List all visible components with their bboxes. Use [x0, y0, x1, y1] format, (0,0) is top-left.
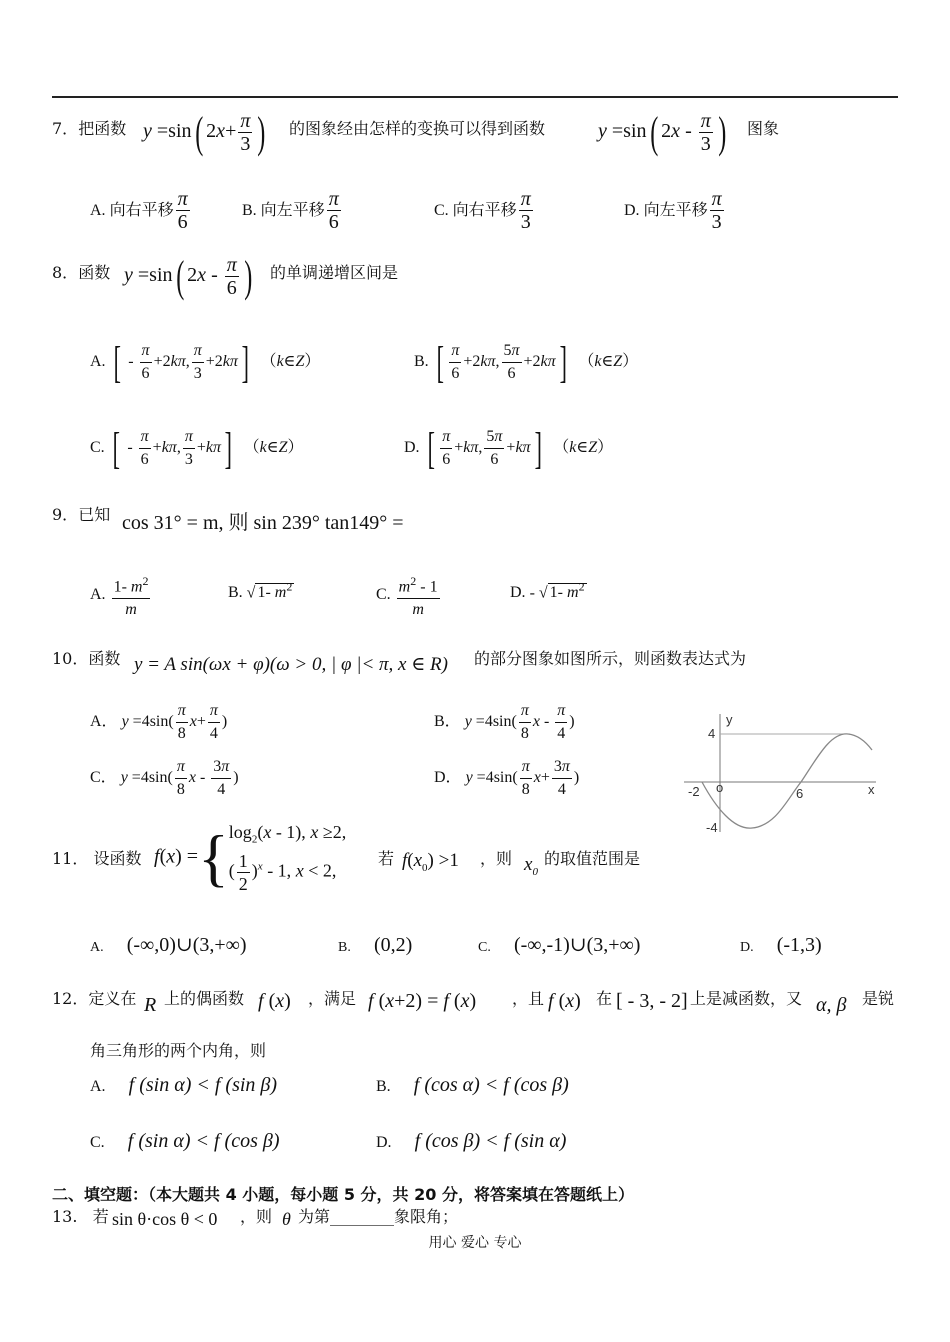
option-label: C.: [478, 940, 491, 955]
option-label: D.: [740, 940, 754, 955]
top-rule: [52, 96, 898, 98]
option-label: C.: [90, 1134, 105, 1151]
frac-num: π: [520, 188, 531, 210]
label-xneg2: -2: [688, 784, 700, 799]
q8-post: 的单调递增区间是: [270, 263, 399, 282]
q11-cond: $f(x_0) >1$: [402, 850, 459, 874]
q11-option-a[interactable]: [90, 934, 247, 959]
option-label: A.: [90, 1078, 106, 1095]
q11-pre: 设函数: [93, 849, 142, 868]
q12-option-b[interactable]: [376, 1074, 569, 1098]
q13-mid: ，则: [240, 1207, 273, 1226]
q12-text-c: ，满足: [308, 989, 357, 1008]
q8-number: 8．: [52, 263, 79, 282]
option-expr: (-1,3): [776, 934, 822, 956]
q13-pre: 若: [92, 1207, 109, 1226]
question-13: [52, 1206, 109, 1228]
q10-post: 的部分图象如图所示，则函数表达式为: [474, 649, 747, 668]
q7-pre: 把函数: [78, 119, 127, 138]
q7-expr-2: y =sin( 2x - $\frac{\pi}{3}$ ): [598, 107, 727, 157]
q12-option-a[interactable]: [90, 1074, 277, 1098]
option-expr: (0,2): [373, 934, 413, 956]
option-label: D.: [624, 202, 640, 219]
option-text: 向右平移: [109, 200, 174, 219]
q7-expr-1: y =sin( 2x+ $\frac{\pi}{3}$ ): [143, 107, 266, 157]
q9-option-d[interactable]: D. - √ 1- $m^2$: [510, 580, 585, 602]
frac-num: π: [711, 188, 722, 210]
q12-option-c[interactable]: [90, 1130, 279, 1154]
option-label: A.: [90, 202, 106, 219]
q12-text-b: 上的偶函数: [164, 989, 245, 1008]
question-9: [52, 504, 110, 526]
sine-graph: [680, 708, 880, 838]
frac-den: 3: [711, 211, 722, 233]
q12-fx2: f (x): [548, 990, 581, 1012]
q12-text-f: 上是减函数，又: [690, 989, 803, 1008]
option-expr: (-∞,-1)∪(3,+∞): [513, 934, 641, 956]
q12-eq: f (x+2) = f (x): [368, 990, 477, 1012]
q11-x0: $x_0$: [524, 854, 538, 878]
q12-text-d: ，且: [512, 989, 545, 1008]
option-label: B.: [338, 940, 351, 955]
q13-expr: sin θ·cos θ < 0: [112, 1209, 218, 1229]
q13-theta: θ: [282, 1209, 291, 1229]
q12-number: 12．: [52, 989, 89, 1008]
q11-post: 的取值范围是: [544, 849, 641, 868]
q8-option-b[interactable]: B. [ $\frac{\pi}{6}$ +2kπ, $\frac{5\pi}{6}$ +2kπ] （k∈Z）: [414, 337, 639, 387]
question-12: [52, 988, 136, 1010]
frac-den: 6: [177, 211, 188, 233]
option-label: A.: [90, 940, 104, 955]
option-label: D.: [376, 1134, 392, 1151]
q11-option-b[interactable]: [338, 934, 412, 959]
q12-text-a: 定义在: [88, 989, 137, 1008]
q10-expr: y = A sin(ωx + φ)(ω > 0, | φ |< π, x ∈ R): [134, 654, 448, 675]
label-y4: 4: [708, 726, 716, 741]
q7-option-a[interactable]: [90, 188, 192, 233]
option-label: B.: [242, 202, 257, 219]
option-expr: f (cos α) < f (cos β): [413, 1074, 569, 1096]
label-x6: 6: [796, 786, 804, 801]
q12-ab: α, β: [816, 994, 847, 1016]
q8-option-c[interactable]: C. [ - $\frac{\pi}{6}$ +kπ, $\frac{\pi}{3}$ +kπ] （k∈Z）: [90, 423, 304, 473]
label-yneg4: -4: [706, 820, 718, 835]
label-o: o: [716, 780, 724, 795]
q12-line2: 角三角形的两个内角，则: [90, 1041, 267, 1060]
q7-option-d[interactable]: [624, 188, 726, 233]
q7-mid: 的图象经由怎样的变换可以得到函数: [289, 119, 546, 138]
q7-post: 图象: [747, 119, 780, 138]
q11-mid2: ，则: [480, 849, 513, 868]
option-text: 向左平移: [260, 200, 325, 219]
q7-option-b[interactable]: [242, 188, 343, 233]
q9-option-a[interactable]: A. $\frac{1- m^2}{m}$: [90, 570, 152, 621]
frac-den: 3: [520, 211, 531, 233]
option-expr: f (sin α) < f (sin β): [128, 1074, 278, 1096]
q9-pre: 已知: [78, 505, 111, 524]
question-10: [52, 648, 120, 670]
q9-number: 9．: [52, 505, 79, 524]
q13-number: 13.: [52, 1207, 78, 1226]
q11-option-c[interactable]: [478, 934, 640, 959]
q12-interval: [ - 3, - 2]: [616, 990, 688, 1012]
q10-number: 10．: [52, 649, 89, 668]
q8-expr: y =sin( 2x - $\frac{\pi}{6}$ ): [124, 251, 253, 301]
question-8: [52, 262, 110, 284]
option-expr: (-∞,0)∪(3,+∞): [126, 934, 247, 956]
option-text: 向左平移: [643, 200, 708, 219]
q11-option-d[interactable]: [740, 934, 822, 959]
section-heading: 二、填空题：（本大题共 4 小题，每小题 5 分，共 20 分，将答案填在答题纸上）: [52, 1185, 634, 1204]
footer: 用心 爱心 专心: [428, 1235, 522, 1251]
q8-pre: 函数: [78, 263, 111, 282]
q8-option-a[interactable]: A. [ - $\frac{\pi}{6}$ +2kπ, $\frac{\pi}{3}$ +2kπ] （k∈Z）: [90, 337, 321, 387]
q7-option-c[interactable]: [434, 188, 535, 233]
question-7: [52, 118, 126, 140]
q10-option-a[interactable]: A． y =4sin( $\frac{\pi}{8}$ x+ $\frac{\pi}{4}$ ): [90, 702, 228, 742]
q10-option-c[interactable]: C． y =4sin( $\frac{\pi}{8}$ x - $\frac{3\pi}{4}$ ): [90, 758, 239, 798]
q9-option-b[interactable]: B. √ 1- $m^2$: [228, 580, 293, 602]
q9-option-c[interactable]: C. $\frac{m^2 - 1}{m}$: [376, 570, 442, 621]
q12-fx: f (x): [258, 990, 291, 1012]
question-11: [52, 848, 141, 870]
q12-option-d[interactable]: [376, 1130, 566, 1154]
q9-expr: cos 31° = m, 则 sin 239° tan149° =: [122, 512, 404, 534]
q11-mid: 若: [378, 849, 395, 868]
q11-piecewise: f(x) ={ $\log_2(x - 1)$, x ≥2, ( $\frac{1}{2}$ )$^x$ - 1, x < 2,: [154, 821, 347, 895]
option-label: C.: [434, 202, 449, 219]
q10-option-d[interactable]: D． y =4sin( $\frac{\pi}{8}$ x+ $\frac{3\pi}{4}$ ): [434, 758, 580, 798]
frac-num: π: [328, 188, 339, 210]
label-y: y: [726, 712, 733, 727]
option-text: 向右平移: [452, 200, 517, 219]
q12-R: R: [144, 994, 157, 1016]
q12-text-e: 在: [596, 989, 613, 1008]
q12-text-g: 是锐: [862, 989, 895, 1008]
q10-pre: 函数: [88, 649, 121, 668]
frac-num: π: [177, 188, 188, 210]
q11-number: 11．: [52, 849, 89, 868]
label-x: x: [868, 782, 875, 797]
option-label: B.: [376, 1078, 391, 1095]
q7-number: 7．: [52, 119, 79, 138]
option-expr: f (cos β) < f (sin α): [414, 1130, 567, 1152]
q8-option-d[interactable]: D. [ $\frac{\pi}{6}$ +kπ, $\frac{5\pi}{6}$ +kπ] （k∈Z）: [404, 423, 614, 473]
q10-option-b[interactable]: B． y =4sin( $\frac{\pi}{8}$ x - $\frac{\pi}{4}$ ): [434, 702, 575, 742]
q13-post: 为第________象限角；: [298, 1207, 459, 1226]
option-expr: f (sin α) < f (cos β): [127, 1130, 280, 1152]
sine-curve: [702, 734, 872, 828]
frac-den: 6: [328, 211, 339, 233]
